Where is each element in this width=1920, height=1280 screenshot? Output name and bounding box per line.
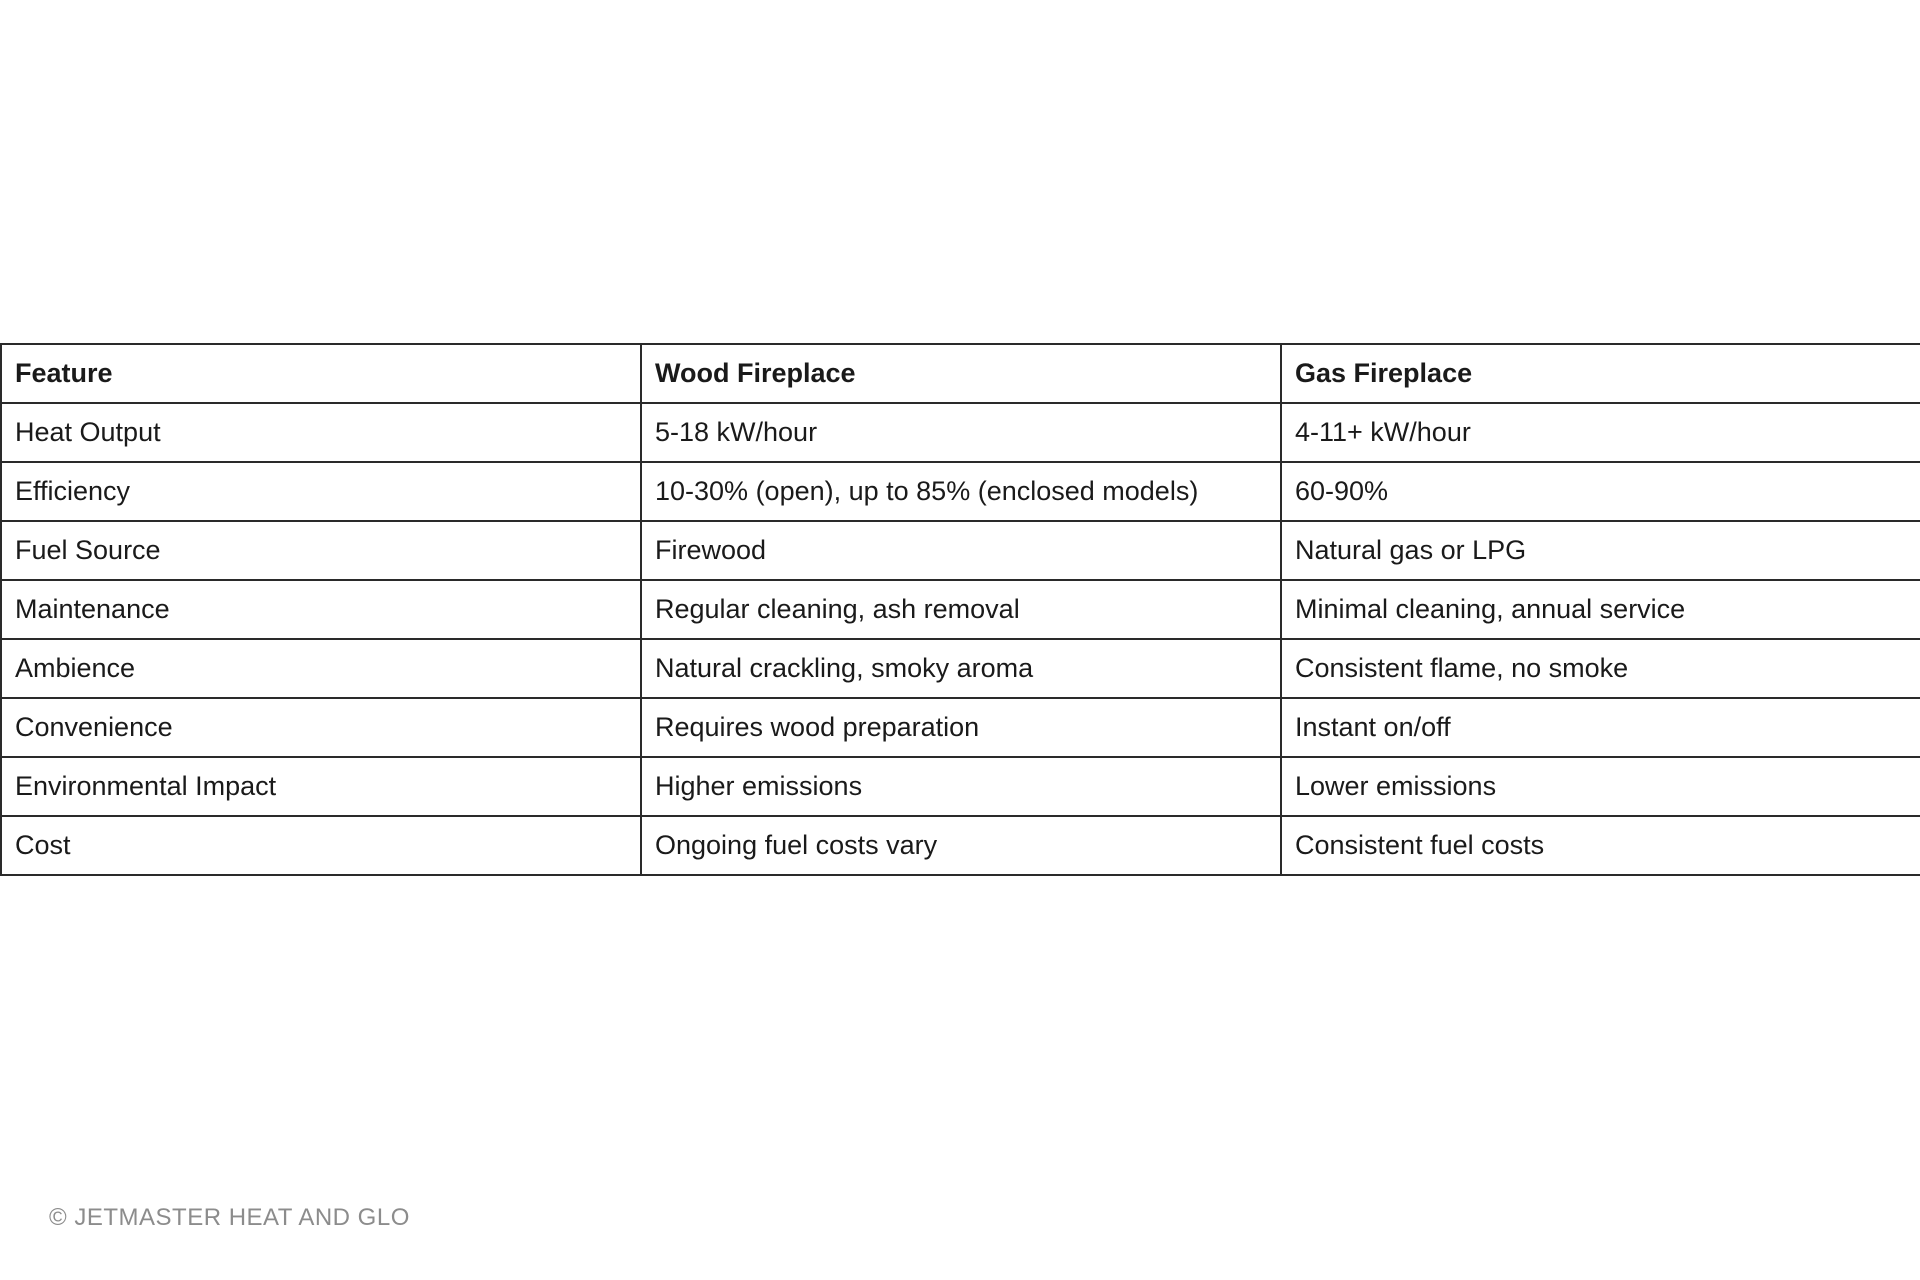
- cell-feature: Heat Output: [1, 403, 641, 462]
- cell-wood: Regular cleaning, ash removal: [641, 580, 1281, 639]
- table-row: [1, 521, 1920, 580]
- cell-feature: Fuel Source: [1, 521, 641, 580]
- cell-gas: Consistent flame, no smoke: [1281, 639, 1920, 698]
- cell-gas: Minimal cleaning, annual service: [1281, 580, 1920, 639]
- table-row: [1, 757, 1920, 816]
- cell-feature: Cost: [1, 816, 641, 875]
- table-row: [1, 639, 1920, 698]
- cell-wood: Higher emissions: [641, 757, 1281, 816]
- table-row: [1, 403, 1920, 462]
- cell-feature: Ambience: [1, 639, 641, 698]
- table-row: [1, 462, 1920, 521]
- cell-wood: Natural crackling, smoky aroma: [641, 639, 1281, 698]
- header-wood-fireplace: Wood Fireplace: [641, 344, 1281, 403]
- comparison-table-container: [0, 343, 1920, 876]
- cell-gas: Instant on/off: [1281, 698, 1920, 757]
- header-feature: Feature: [1, 344, 641, 403]
- cell-feature: Efficiency: [1, 462, 641, 521]
- cell-wood: Firewood: [641, 521, 1281, 580]
- cell-wood: Ongoing fuel costs vary: [641, 816, 1281, 875]
- cell-wood: Requires wood preparation: [641, 698, 1281, 757]
- cell-gas: 60-90%: [1281, 462, 1920, 521]
- fireplace-comparison-table: [0, 343, 1920, 876]
- cell-feature: Environmental Impact: [1, 757, 641, 816]
- cell-gas: Consistent fuel costs: [1281, 816, 1920, 875]
- table-header-row: [1, 344, 1920, 403]
- header-gas-fireplace: Gas Fireplace: [1281, 344, 1920, 403]
- cell-gas: Lower emissions: [1281, 757, 1920, 816]
- cell-feature: Convenience: [1, 698, 641, 757]
- cell-wood: 5-18 kW/hour: [641, 403, 1281, 462]
- copyright-credit: © JETMASTER HEAT AND GLO: [49, 1204, 410, 1231]
- table-row: [1, 580, 1920, 639]
- cell-gas: 4-11+ kW/hour: [1281, 403, 1920, 462]
- table-row: [1, 816, 1920, 875]
- cell-gas: Natural gas or LPG: [1281, 521, 1920, 580]
- table-row: [1, 698, 1920, 757]
- cell-feature: Maintenance: [1, 580, 641, 639]
- cell-wood: 10-30% (open), up to 85% (enclosed models): [641, 462, 1281, 521]
